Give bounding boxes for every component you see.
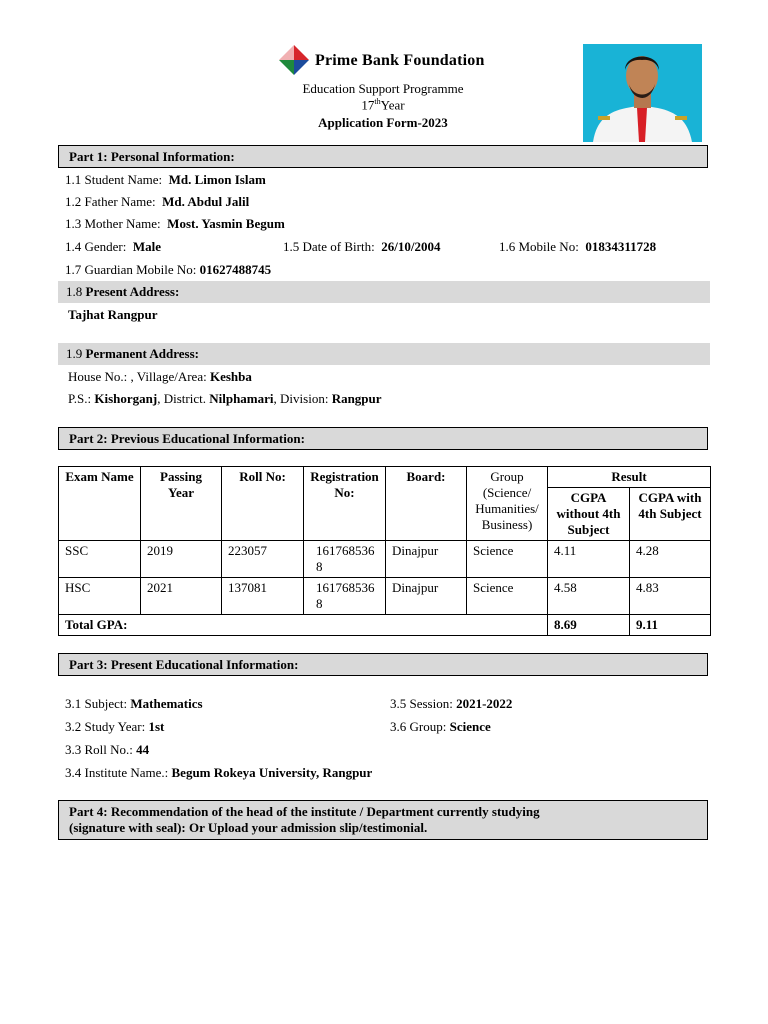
prime-bank-logo	[278, 44, 310, 76]
cell-cgpa-with: 4.28	[630, 541, 711, 578]
cell-exam: SSC	[59, 541, 141, 578]
col-roll: Roll No:	[222, 467, 304, 541]
total-gpa-row	[59, 615, 711, 636]
total-gpa-label: Total GPA:	[59, 615, 548, 636]
cell-registration: 1617685368	[304, 578, 386, 615]
permanent-address-line2: P.S.: Kishorganj, District. Nilphamari, Division: Rangpur	[68, 391, 382, 406]
cell-roll: 137081	[222, 578, 304, 615]
cell-board: Dinajpur	[386, 578, 467, 615]
present-address-value: Tajhat Rangpur	[68, 307, 158, 322]
student-photo	[583, 44, 702, 142]
table-row	[59, 541, 711, 578]
cell-group: Science	[467, 541, 548, 578]
col-exam-name: Exam Name	[59, 467, 141, 541]
col-passing-year: Passing Year	[141, 467, 222, 541]
session-value: 2021-2022	[456, 696, 513, 711]
dob-value: 26/10/2004	[381, 239, 441, 254]
cell-registration: 1617685368	[304, 541, 386, 578]
total-gpa-without: 8.69	[548, 615, 630, 636]
col-cgpa-with: CGPA with 4th Subject	[630, 488, 711, 541]
gender-value: Male	[132, 239, 162, 254]
total-gpa-with: 9.11	[630, 615, 711, 636]
guardian-mobile-row: 1.7 Guardian Mobile No: 01627488745	[65, 262, 272, 277]
institute-value: Begum Rokeya University, Rangpur	[171, 765, 373, 780]
cell-board: Dinajpur	[386, 541, 467, 578]
father-name-value: Md. Abdul Jalil	[162, 194, 250, 209]
student-name-value: Md. Limon Islam	[168, 172, 266, 187]
part3-heading: Part 3: Present Educational Information:	[58, 653, 708, 676]
cell-cgpa-with: 4.83	[630, 578, 711, 615]
part4-heading: Part 4: Recommendation of the head of the institute / Department currently studying (signature with seal): Or Upload your admission slip/testimonial.	[58, 800, 708, 840]
mother-name-row: 1.3 Mother Name: Most. Yasmin Begum	[65, 216, 285, 231]
previous-education-table	[58, 466, 711, 636]
student-name-row: 1.1 Student Name: Md. Limon Islam	[65, 172, 266, 187]
subject-row: 3.1 Subject: Mathematics	[65, 696, 203, 711]
cell-group: Science	[467, 578, 548, 615]
mobile-value: 01834311728	[585, 239, 657, 254]
form-title: Application Form-2023	[318, 115, 448, 130]
col-group: Group (Science/ Humanities/ Business)	[467, 467, 548, 541]
roll-row: 3.3 Roll No.: 44	[65, 742, 150, 757]
gender-row: 1.4 Gender: Male	[65, 239, 162, 254]
part2-heading: Part 2: Previous Educational Information:	[58, 427, 708, 450]
institute-row: 3.4 Institute Name.: Begum Rokeya University, Rangpur	[65, 765, 373, 780]
cell-year: 2019	[141, 541, 222, 578]
org-name: Prime Bank Foundation	[315, 52, 485, 69]
guardian-mobile-value: 01627488745	[199, 262, 272, 277]
permanent-address-heading: 1.9 Permanent Address:	[58, 343, 710, 365]
study-year-value: 1st	[148, 719, 165, 734]
table-row	[59, 578, 711, 615]
group-value: Science	[449, 719, 491, 734]
col-result: Result	[548, 467, 711, 488]
col-cgpa-without: CGPA without 4th Subject	[548, 488, 630, 541]
col-board: Board:	[386, 467, 467, 541]
present-address-heading: 1.8 Present Address:	[58, 281, 710, 303]
cell-cgpa-without: 4.58	[548, 578, 630, 615]
study-year-row: 3.2 Study Year: 1st	[65, 719, 165, 734]
permanent-address-line1: House No.: , Village/Area: Keshba	[68, 369, 252, 384]
dob-row: 1.5 Date of Birth: 26/10/2004	[283, 239, 441, 254]
father-name-row: 1.2 Father Name: Md. Abdul Jalil	[65, 194, 250, 209]
cell-roll: 223057	[222, 541, 304, 578]
subject-value: Mathematics	[130, 696, 203, 711]
session-row: 3.5 Session: 2021-2022	[390, 696, 513, 711]
cell-exam: HSC	[59, 578, 141, 615]
col-registration: Registration No:	[304, 467, 386, 541]
programme-name: Education Support Programme	[302, 81, 464, 96]
cell-cgpa-without: 4.11	[548, 541, 630, 578]
part1-heading: Part 1: Personal Information:	[58, 145, 708, 168]
programme-year: 17thYear	[361, 97, 405, 113]
group-row: 3.6 Group: Science	[390, 719, 491, 734]
mother-name-value: Most. Yasmin Begum	[167, 216, 285, 231]
mobile-row: 1.6 Mobile No: 01834311728	[499, 239, 657, 254]
cell-year: 2021	[141, 578, 222, 615]
roll-value: 44	[136, 742, 150, 757]
table-header-row	[59, 467, 711, 488]
